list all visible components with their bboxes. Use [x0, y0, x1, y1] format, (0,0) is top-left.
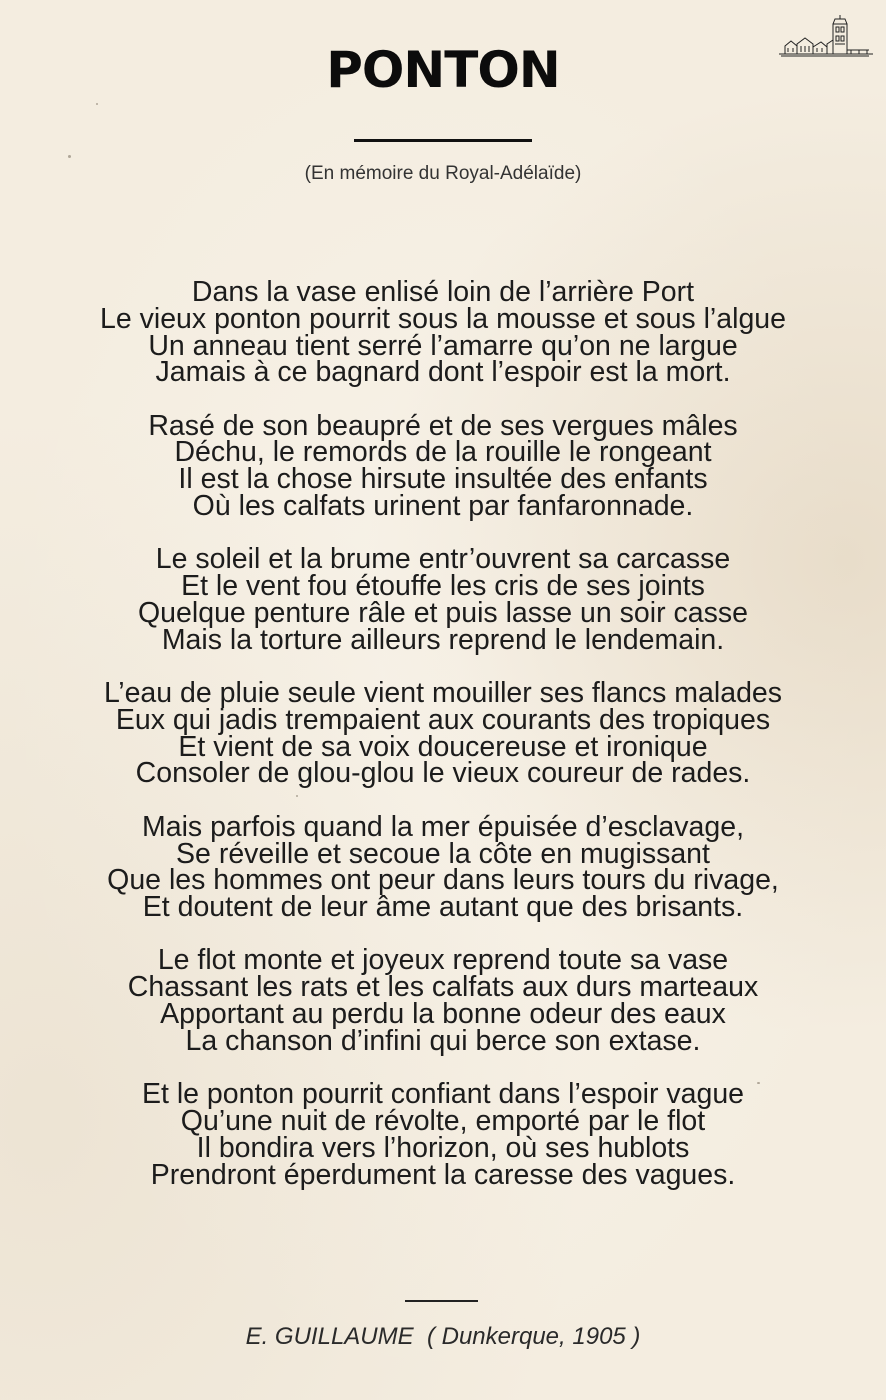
poem-line: La chanson d’infini qui berce son extase. [185, 1024, 701, 1057]
title-divider [354, 139, 532, 142]
stanza [0, 276, 886, 389]
poem-line: Chassant les rats et les calfats aux durs marteaux [127, 971, 759, 1004]
stanza [0, 810, 886, 924]
poem-line: Un anneau tient serré l’amarre qu’on ne largue [148, 329, 738, 362]
poem-line: Prendront éperdument la caresse des vagues. [150, 1158, 736, 1191]
author-signature: E. GUILLAUME ( Dunkerque, 1905 ) [245, 1323, 641, 1350]
paper-speck [96, 103, 98, 105]
poem-line: Consoler de glou-glou le vieux coureur de rades. [135, 757, 751, 790]
poem-body [0, 277, 886, 1213]
church-town-sketch-icon [779, 14, 873, 60]
poem-line: Dans la vase enlisé loin de l’arrière Port [191, 276, 695, 308]
paper-speck [68, 155, 71, 158]
poem-line: Jamais à ce bagnard dont l’espoir est la mort. [155, 356, 731, 389]
poem-line: Et le vent fou étouffe les cris de ses joints [181, 570, 705, 603]
poem-line: Le vieux ponton pourrit sous la mousse et sous l’algue [100, 302, 786, 335]
poem-line: Que les hommes ont peur dans leurs tours du rivage, [107, 864, 779, 897]
paper-speck [296, 795, 298, 797]
poem-line: Et vient de sa voix doucereuse et ironique [178, 730, 708, 763]
poem-line: Où les calfats urinent par fanfaronnade. [192, 490, 694, 523]
stanza [0, 543, 886, 656]
poem-line: Qu’une nuit de révolte, emporté par le flot [180, 1104, 706, 1137]
poem-dedication: (En mémoire du Royal-Adélaïde) [304, 163, 582, 184]
poem-title: PONTON [326, 41, 560, 99]
poem-line: L’eau de pluie seule vient mouiller ses flancs malades [103, 677, 783, 710]
stanza [0, 677, 886, 790]
poem-line: Et le ponton pourrit confiant dans l’espoir vague [141, 1078, 745, 1111]
poem-line: Il est la chose hirsute insultée des enfants [178, 463, 708, 496]
poem-line: Quelque penture râle et puis lasse un soir casse [138, 596, 748, 629]
signature-divider [405, 1300, 478, 1302]
stanza [0, 944, 886, 1057]
poem-line: Le soleil et la brume entr’ouvrent sa carcasse [155, 543, 731, 576]
poem-line: Déchu, le remords de la rouille le rongeant [174, 436, 712, 469]
poem-line: Apportant au perdu la bonne odeur des eaux [160, 998, 726, 1031]
stanza [0, 409, 886, 523]
poem-line: Rasé de son beaupré et de ses vergues mâles [148, 409, 738, 442]
poem-line: Il bondira vers l’horizon, où ses hublots [196, 1131, 690, 1164]
poem-line: Le flot monte et joyeux reprend toute sa vase [157, 944, 729, 977]
poem-line: Eux qui jadis trempaient aux courants des tropiques [115, 703, 771, 736]
stanza [0, 1078, 886, 1191]
paper-speck [757, 1082, 760, 1084]
poem-line: Mais parfois quand la mer épuisée d’esclavage, [141, 810, 744, 843]
poem-line: Et doutent de leur âme autant que des brisants. [142, 891, 744, 924]
poem-line: Mais la torture ailleurs reprend le lendemain. [161, 623, 725, 656]
poem-line: Se réveille et secoue la côte en mugissant [176, 837, 710, 870]
